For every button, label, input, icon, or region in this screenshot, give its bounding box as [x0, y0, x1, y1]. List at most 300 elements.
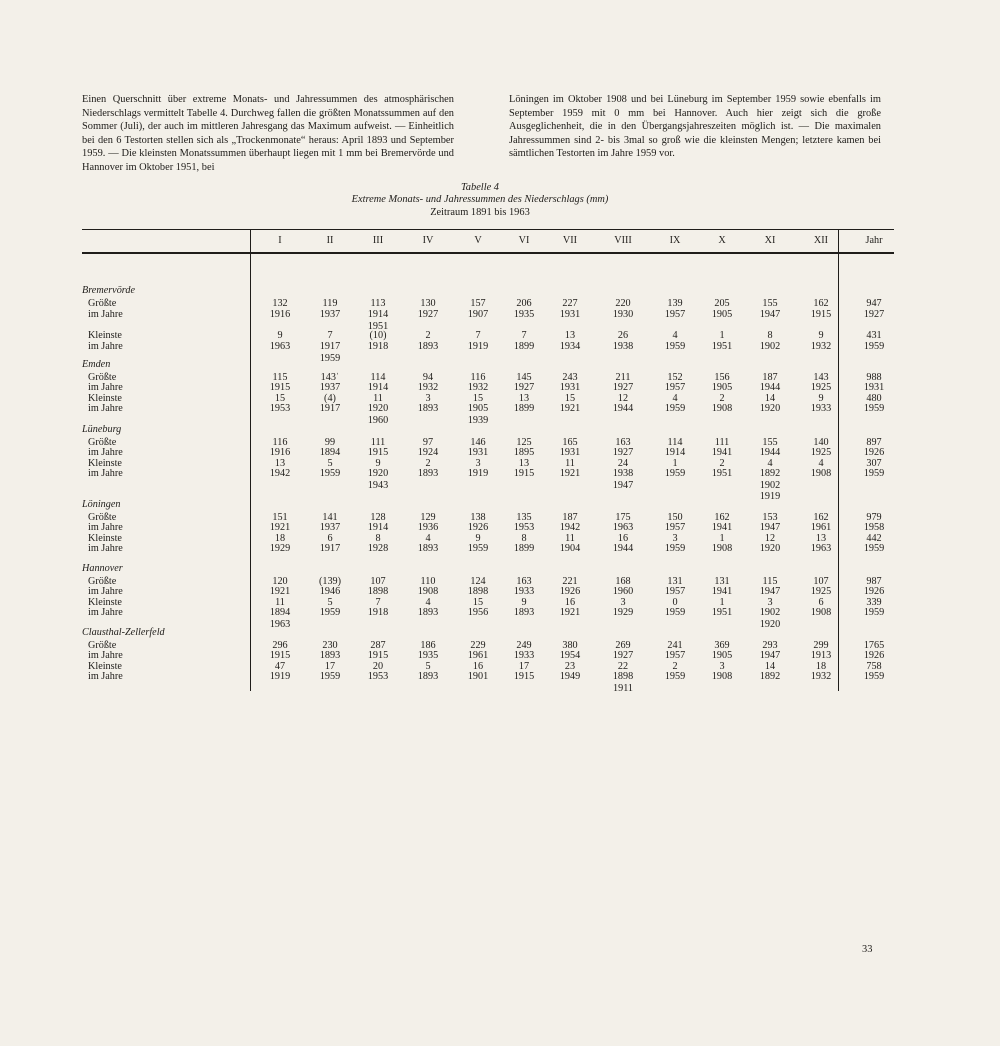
- table-cell: 1918: [367, 341, 389, 352]
- intro-paragraph-right: Löningen im Oktober 1908 und bei Lüneburg im September 1959 sowie ebenfalls im September 1959 mit 0 mm bei Hannover. Auch hier zeigt sich die große Ausgeglichenheit, die in den Übergangsjahreszeiten möglich ist. — Die maximalen Jahressummen sind 2- bis 3mal so groß wie die kleinsten Mengen; letztere kamen bei sämtlichen Testorten im Jahre 1959 vor.: [509, 94, 881, 160]
- table-cell: 1914: [367, 522, 389, 533]
- table-cell: 146: [470, 436, 486, 448]
- table-cell: 211: [615, 371, 631, 383]
- table-cell: 15: [564, 392, 576, 404]
- row-label: im Jahre: [88, 447, 123, 458]
- table-cell: 155: [762, 298, 778, 309]
- table-cell: 1927: [513, 382, 535, 393]
- table-cell: 16: [564, 596, 576, 608]
- table-cell: 1904: [559, 543, 581, 554]
- table-cell: 1963: [269, 341, 291, 352]
- column-header: X: [718, 235, 726, 246]
- table-cell: 1893: [417, 671, 439, 682]
- table-cell: 2: [719, 392, 725, 404]
- table-cell: 1959: [863, 671, 885, 682]
- table-cell: 9: [818, 330, 824, 341]
- table-cell: 1921: [559, 403, 581, 414]
- table-cell: 1944: [759, 382, 781, 393]
- table-cell: 143ˈ: [320, 371, 340, 383]
- table-cell: 116: [470, 371, 486, 383]
- table-title: Extreme Monats- und Jahressummen des Niederschlags (mm): [351, 194, 609, 206]
- table-cell: 139: [667, 298, 683, 309]
- table-cell: 1916: [269, 309, 291, 320]
- table-cell: 18: [815, 660, 827, 672]
- table-cell: 1935: [417, 650, 439, 661]
- row-label: im Jahre: [88, 522, 123, 533]
- table-cell: 1915: [367, 650, 389, 661]
- row-label: im Jahre: [88, 403, 123, 414]
- table-period: Zeitraum 1891 bis 1963: [430, 206, 530, 218]
- table-cell: 11: [565, 457, 575, 469]
- table-cell: 1: [672, 457, 678, 469]
- table-cell: 299: [813, 639, 829, 651]
- table-cell: 153: [762, 511, 778, 523]
- table-cell: (4): [324, 392, 336, 404]
- table-cell: 151: [272, 511, 288, 523]
- table-cell: 1944: [612, 543, 634, 554]
- table-cell: 163: [516, 575, 532, 587]
- table-cell: 1893: [417, 543, 439, 554]
- table-cell: 1898 1911: [612, 671, 634, 694]
- table-cell: 2: [425, 457, 431, 469]
- station-name: Löningen: [82, 499, 121, 510]
- table-cell: 1921: [559, 468, 581, 479]
- table-cell: (10): [369, 330, 387, 341]
- table-cell: 1951: [711, 341, 733, 352]
- table-cell: 221: [562, 575, 578, 587]
- table-cell: 132: [272, 298, 288, 309]
- table-cell: 143: [813, 371, 829, 383]
- row-label: im Jahre: [88, 382, 123, 393]
- table-cell: 24: [617, 457, 629, 469]
- table-cell: 131: [667, 575, 683, 587]
- table-cell: 1959: [319, 671, 341, 682]
- table-cell: 1933: [513, 650, 535, 661]
- row-label: Größte: [88, 436, 117, 448]
- table-cell: 125: [516, 436, 532, 448]
- table-cell: 220: [615, 298, 631, 309]
- station-name: Emden: [82, 359, 111, 370]
- table-cell: 1934: [559, 341, 581, 352]
- table-cell: 1908: [417, 586, 439, 597]
- table-cell: 8: [521, 532, 527, 544]
- table-cell: 1941: [711, 586, 733, 597]
- table-cell: 129: [420, 511, 436, 523]
- column-header: VIII: [614, 235, 632, 246]
- row-label: im Jahre: [88, 671, 123, 682]
- table-cell: 186: [420, 639, 436, 651]
- table-cell: 1957: [664, 586, 686, 597]
- table-cell: 165: [562, 436, 578, 448]
- table-cell: 1938 1947: [612, 468, 634, 491]
- table-cell: 1947: [759, 522, 781, 533]
- table-cell: 152: [667, 371, 683, 383]
- table-cell: 16: [617, 532, 629, 544]
- table-cell: 293: [762, 639, 778, 651]
- table-cell: 1925: [810, 447, 832, 458]
- table-cell: 7: [475, 330, 481, 341]
- table-cell: 150: [667, 511, 683, 523]
- station-name: Clausthal-Zellerfeld: [82, 627, 165, 638]
- table-cell: 227: [562, 298, 578, 309]
- table-cell: 3: [767, 596, 773, 608]
- table-cell: 17: [518, 660, 530, 672]
- table-cell: 229: [470, 639, 486, 651]
- table-cell: 241: [667, 639, 683, 651]
- table-cell: 1954: [559, 650, 581, 661]
- table-cell: 156: [714, 371, 730, 383]
- table-cell: 14: [764, 660, 776, 672]
- table-cell: 1942: [269, 468, 291, 479]
- table-cell: 1926: [467, 522, 489, 533]
- table-cell: 155: [762, 436, 778, 448]
- table-cell: 5: [327, 596, 333, 608]
- table-cell: 1963: [810, 543, 832, 554]
- table-cell: 1932: [810, 341, 832, 352]
- table-cell: 163: [615, 436, 631, 448]
- table-cell: 1951: [711, 607, 733, 618]
- row-label: Kleinste: [88, 532, 122, 544]
- table-cell: 1959: [863, 341, 885, 352]
- table-cell: 1959: [664, 341, 686, 352]
- table-cell: 1917: [319, 403, 341, 414]
- table-cell: 1929: [612, 607, 634, 618]
- table-cell: 107: [370, 575, 386, 587]
- table-cell: 1957: [664, 522, 686, 533]
- table-cell: 131: [714, 575, 730, 587]
- table-cell: 1937: [319, 522, 341, 533]
- table-cell: 141: [322, 511, 338, 523]
- table-cell: 1926: [863, 650, 885, 661]
- table-cell: 162: [714, 511, 730, 523]
- table-cell: 1961: [467, 650, 489, 661]
- table-cell: 1958: [863, 522, 885, 533]
- table-cell: 7: [521, 330, 527, 341]
- table-cell: 1959: [467, 543, 489, 554]
- table-cell: 11: [565, 532, 575, 544]
- table-cell: 1921: [559, 607, 581, 618]
- table-cell: 1933: [513, 586, 535, 597]
- table-cell: 1959: [664, 607, 686, 618]
- table-cell: 1937: [319, 309, 341, 320]
- table-cell: 987: [866, 575, 882, 587]
- table-cell: 13: [518, 392, 530, 404]
- table-cell: 9: [375, 457, 381, 469]
- table-cell: 1959: [664, 671, 686, 682]
- table-cell: 1936: [417, 522, 439, 533]
- table-cell: 1765: [863, 639, 885, 651]
- table-cell: 4: [672, 330, 678, 341]
- column-header: VII: [562, 235, 578, 246]
- table-cell: 1893: [417, 468, 439, 479]
- table-cell: 1894: [319, 447, 341, 458]
- table-cell: 1905: [711, 382, 733, 393]
- table-cell: 1917: [319, 543, 341, 554]
- table-cell: 1931: [559, 309, 581, 320]
- table-cell: 1893: [513, 607, 535, 618]
- table-cell: 2: [719, 457, 725, 469]
- table-cell: 1938: [612, 341, 634, 352]
- table-cell: 1927: [612, 382, 634, 393]
- table-cell: 1915: [513, 671, 535, 682]
- table-cell: 4: [425, 596, 431, 608]
- table-cell: 1944: [759, 447, 781, 458]
- table-cell: 13: [518, 457, 530, 469]
- table-cell: 1920 1960: [367, 403, 389, 426]
- table-cell: 1905 1939: [467, 403, 489, 426]
- table-cell: 4: [425, 532, 431, 544]
- table-cell: 4: [818, 457, 824, 469]
- table-cell: 15: [274, 392, 286, 404]
- table-cell: 1921: [269, 522, 291, 533]
- table-cell: 1: [719, 532, 725, 544]
- table-cell: 1944: [612, 403, 634, 414]
- table-cell: 1908: [711, 671, 733, 682]
- table-cell: 1949: [559, 671, 581, 682]
- column-header: VI: [518, 235, 530, 246]
- table-cell: 12: [764, 532, 776, 544]
- table-cell: 2: [425, 330, 431, 341]
- table-cell: 1893: [417, 403, 439, 414]
- table-cell: (139): [318, 575, 342, 587]
- table-cell: 1930: [612, 309, 634, 320]
- table-cell: 9: [475, 532, 481, 544]
- table-cell: 1927: [612, 447, 634, 458]
- table-cell: 120: [272, 575, 288, 587]
- page-number: 33: [862, 944, 873, 955]
- table-cell: 1905: [711, 309, 733, 320]
- table-cell: 130: [420, 298, 436, 309]
- table-cell: 1893: [417, 341, 439, 352]
- table-cell: 94: [422, 371, 434, 383]
- table-cell: 988: [866, 371, 882, 383]
- table-cell: 5: [327, 457, 333, 469]
- table-cell: 1894 1963: [269, 607, 291, 630]
- table-cell: 11: [275, 596, 285, 608]
- column-header: I: [278, 235, 282, 246]
- column-header: IV: [422, 235, 434, 246]
- table-cell: 145: [516, 371, 532, 383]
- table-cell: 3: [719, 660, 725, 672]
- table-cell: 339: [866, 596, 882, 608]
- table-cell: 296: [272, 639, 288, 651]
- table-cell: 1908: [711, 543, 733, 554]
- table-cell: 1932: [417, 382, 439, 393]
- table-cell: 1957: [664, 650, 686, 661]
- table-cell: 249: [516, 639, 532, 651]
- table-header-rule: [82, 252, 894, 254]
- table-cell: 947: [866, 298, 882, 309]
- table-cell: 115: [272, 371, 288, 383]
- table-cell: 1946: [319, 586, 341, 597]
- table-cell: 1915: [269, 382, 291, 393]
- row-label: im Jahre: [88, 468, 123, 479]
- table-cell: 1898: [367, 586, 389, 597]
- table-cell: 15: [472, 392, 484, 404]
- row-label: Kleinste: [88, 660, 122, 672]
- table-cell: 1920: [759, 543, 781, 554]
- table-cell: 1959: [664, 403, 686, 414]
- table-cell: 897: [866, 436, 882, 448]
- table-cell: 135: [516, 511, 532, 523]
- table-cell: 1926: [863, 447, 885, 458]
- table-cell: 1893: [417, 607, 439, 618]
- row-label: Kleinste: [88, 596, 122, 608]
- table-cell: 1927: [863, 309, 885, 320]
- table-cell: 3: [475, 457, 481, 469]
- table-cell: 97: [422, 436, 434, 448]
- table-cell: 1959: [664, 468, 686, 479]
- column-header: XII: [813, 235, 829, 246]
- table-cell: 128: [370, 511, 386, 523]
- table-cell: 1960: [612, 586, 634, 597]
- table-number: Tabelle 4: [460, 182, 499, 193]
- table-cell: 1953: [513, 522, 535, 533]
- table-caption: [200, 182, 760, 219]
- table-cell: 1907: [467, 309, 489, 320]
- table-cell: 1928: [367, 543, 389, 554]
- table-cell: 1959: [863, 543, 885, 554]
- table-cell: 3: [672, 532, 678, 544]
- table-cell: 1957: [664, 309, 686, 320]
- table-cell: 307: [866, 457, 882, 469]
- table-cell: 1959: [319, 607, 341, 618]
- station-name: Bremervörde: [82, 285, 135, 296]
- table-cell: 115: [762, 575, 778, 587]
- table-cell: 110: [420, 575, 436, 587]
- table-cell: 1919: [467, 468, 489, 479]
- table-cell: 1901: [467, 671, 489, 682]
- table-cell: 4: [672, 392, 678, 404]
- table-cell: 4: [767, 457, 773, 469]
- table-cell: 22: [617, 660, 629, 672]
- table-cell: 1920 1943: [367, 468, 389, 491]
- table-cell: 111: [714, 436, 730, 448]
- column-header: IX: [669, 235, 681, 246]
- table-cell: 1929: [269, 543, 291, 554]
- table-cell: 1908: [810, 607, 832, 618]
- table-cell: 1951: [711, 468, 733, 479]
- table-cell: 15: [472, 596, 484, 608]
- table-cell: 1961: [810, 522, 832, 533]
- table-cell: 206: [516, 298, 532, 309]
- table-cell: 1914: [664, 447, 686, 458]
- table-cell: 162: [813, 511, 829, 523]
- table-cell: 1941: [711, 522, 733, 533]
- table-cell: 1905: [711, 650, 733, 661]
- table-cell: 138: [470, 511, 486, 523]
- table-cell: 114: [370, 371, 386, 383]
- table-cell: 1959: [863, 468, 885, 479]
- station-name: Lüneburg: [82, 424, 122, 435]
- table-cell: 124: [470, 575, 486, 587]
- table-cell: 140: [813, 436, 829, 448]
- table-cell: 175: [615, 511, 631, 523]
- table-cell: 1941: [711, 447, 733, 458]
- table-cell: 2: [672, 660, 678, 672]
- table-cell: 1917 1959: [319, 341, 341, 364]
- table-cell: 1937: [319, 382, 341, 393]
- table-cell: 1892 1902 1919: [759, 468, 781, 502]
- table-column-rule-left: [250, 229, 251, 691]
- table-cell: 1921: [269, 586, 291, 597]
- table-cell: 1957: [664, 382, 686, 393]
- table-cell: 1895: [513, 447, 535, 458]
- table-cell: 1915: [810, 309, 832, 320]
- table-cell: 9: [521, 596, 527, 608]
- table-cell: 8: [767, 330, 773, 341]
- table-cell: 1935: [513, 309, 535, 320]
- table-cell: 1916: [269, 447, 291, 458]
- column-header: II: [326, 235, 334, 246]
- table-cell: 13: [564, 330, 576, 341]
- column-header: XI: [764, 235, 776, 246]
- table-cell: 205: [714, 298, 730, 309]
- row-label: Größte: [88, 575, 117, 587]
- table-cell: 7: [327, 330, 333, 341]
- row-label: Kleinste: [88, 392, 122, 404]
- table-cell: 1915: [367, 447, 389, 458]
- table-cell: 1925: [810, 382, 832, 393]
- table-cell: 99: [324, 436, 336, 448]
- table-cell: 1947: [759, 650, 781, 661]
- table-cell: 1915: [269, 650, 291, 661]
- table-cell: 9: [277, 330, 283, 341]
- row-label: Größte: [88, 371, 117, 383]
- table-cell: 758: [866, 660, 882, 672]
- table-cell: 1908: [711, 403, 733, 414]
- table-cell: 1933: [810, 403, 832, 414]
- table-cell: 1926: [863, 586, 885, 597]
- table-cell: 1914 1951: [367, 309, 389, 332]
- table-cell: 230: [322, 639, 338, 651]
- table-cell: 1924: [417, 447, 439, 458]
- table-cell: 287: [370, 639, 386, 651]
- table-cell: 1902: [759, 341, 781, 352]
- column-header: V: [474, 235, 482, 246]
- table-cell: 1919: [467, 341, 489, 352]
- table-cell: 13: [815, 532, 827, 544]
- table-cell: 7: [375, 596, 381, 608]
- table-cell: 1931: [559, 382, 581, 393]
- table-cell: 1: [719, 330, 725, 341]
- table-cell: 1899: [513, 543, 535, 554]
- table-cell: 1918: [367, 607, 389, 618]
- table-cell: 26: [617, 330, 629, 341]
- table-cell: 114: [667, 436, 683, 448]
- table-cell: 8: [375, 532, 381, 544]
- table-cell: 14: [764, 392, 776, 404]
- table-cell: 168: [615, 575, 631, 587]
- row-label: Größte: [88, 298, 117, 309]
- table-cell: 1926: [559, 586, 581, 597]
- table-cell: 1892: [759, 671, 781, 682]
- table-cell: 1902 1920: [759, 607, 781, 630]
- table-cell: 16: [472, 660, 484, 672]
- row-label: im Jahre: [88, 650, 123, 661]
- table-cell: 47: [274, 660, 286, 672]
- row-label: im Jahre: [88, 309, 123, 320]
- table-cell: 1913: [810, 650, 832, 661]
- table-cell: 18: [274, 532, 286, 544]
- table-cell: 20: [372, 660, 384, 672]
- table-cell: 1914: [367, 382, 389, 393]
- table-cell: 157: [470, 298, 486, 309]
- table-cell: 1919: [269, 671, 291, 682]
- column-header: III: [372, 235, 384, 246]
- table-cell: 1925: [810, 586, 832, 597]
- table-cell: 1927: [417, 309, 439, 320]
